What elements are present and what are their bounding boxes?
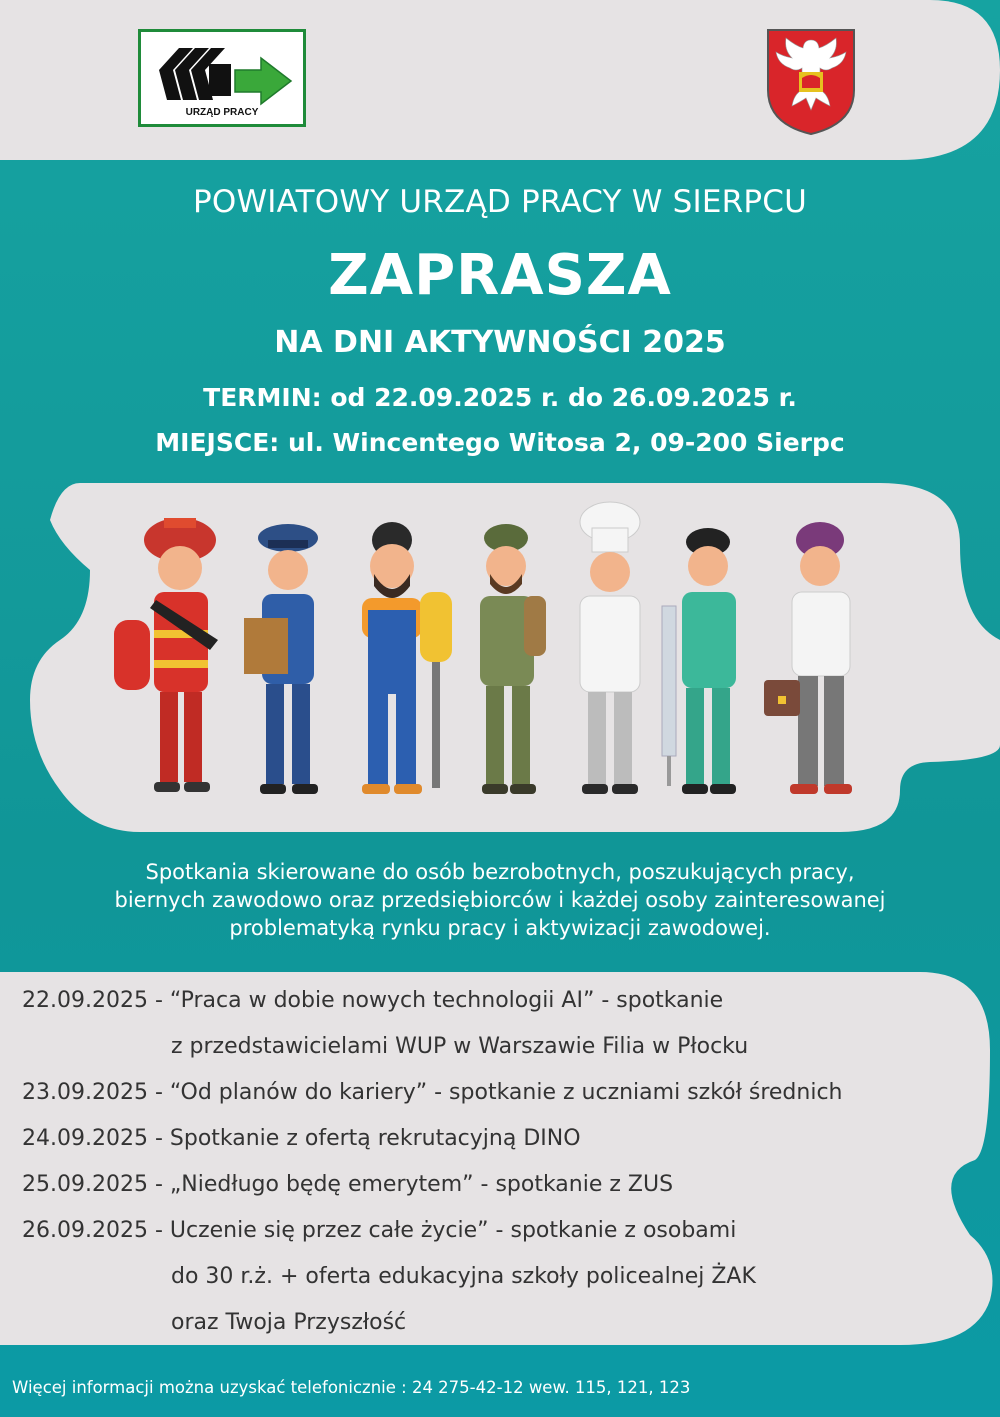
schedule-item [22, 1079, 962, 1107]
event-term: TERMIN: od 22.09.2025 r. do 26.09.2025 r. [203, 383, 797, 412]
schedule-item [22, 987, 962, 1061]
intro-line: biernych zawodowo oraz przedsiębiorców i każdej osoby zainteresowanej [114, 888, 886, 912]
schedule-item [22, 1171, 962, 1199]
schedule-list [22, 987, 962, 1355]
schedule-line: 25.09.2025 - „Niedługo będę emerytem” - spotkanie z ZUS [22, 1172, 674, 1197]
schedule-line: 22.09.2025 - “Praca w dobie nowych technologii AI” - spotkanie [22, 988, 724, 1013]
chef-figure [580, 502, 640, 794]
coat-of-arms-icon [766, 28, 856, 136]
invites-heading: ZAPRASZA [328, 243, 672, 308]
event-place: MIEJSCE: ul. Wincentego Witosa 2, 09-200 Sierpc [155, 428, 845, 457]
logo-label: URZĄD PRACY [185, 107, 259, 118]
schedule-item [22, 1217, 962, 1337]
firefighter-figure [114, 518, 218, 792]
schedule-line: 26.09.2025 - Uczenie się przez całe życie” - spotkanie z osobami [22, 1218, 737, 1243]
intro-text [40, 858, 960, 942]
workers-illustration [100, 500, 900, 810]
organization-title: POWIATOWY URZĄD PRACY W SIERPCU [192, 184, 808, 220]
soldier-figure [480, 524, 546, 794]
nurse-figure [662, 528, 736, 794]
police-figure [244, 524, 318, 794]
office-worker-figure [764, 522, 852, 794]
schedule-line: 23.09.2025 - “Od planów do kariery” - spotkanie z uczniami szkół średnich [22, 1080, 843, 1105]
schedule-line-continued: do 30 r.ż. + oferta edukacyjna szkoły policealnej ŻAK [171, 1264, 756, 1289]
schedule-line: 24.09.2025 - Spotkanie z ofertą rekrutacyjną DINO [22, 1126, 581, 1151]
logo-graphic [151, 38, 299, 108]
intro-line: problematyką rynku pracy i aktywizacji zawodowej. [229, 916, 771, 940]
urzad-pracy-logo [138, 29, 306, 127]
event-title: NA DNI AKTYWNOŚCI 2025 [274, 325, 726, 360]
contact-footer: Więcej informacji można uzyskać telefonicznie : 24 275-42-12 wew. 115, 121, 123 [12, 1378, 691, 1397]
schedule-line-continued: z przedstawicielami WUP w Warszawie Filia w Płocku [171, 1034, 749, 1059]
mechanic-figure [362, 522, 452, 794]
intro-line: Spotkania skierowane do osób bezrobotnych, poszukujących pracy, [145, 860, 855, 884]
schedule-item [22, 1125, 962, 1153]
schedule-line-continued: oraz Twoja Przyszłość [171, 1310, 407, 1335]
